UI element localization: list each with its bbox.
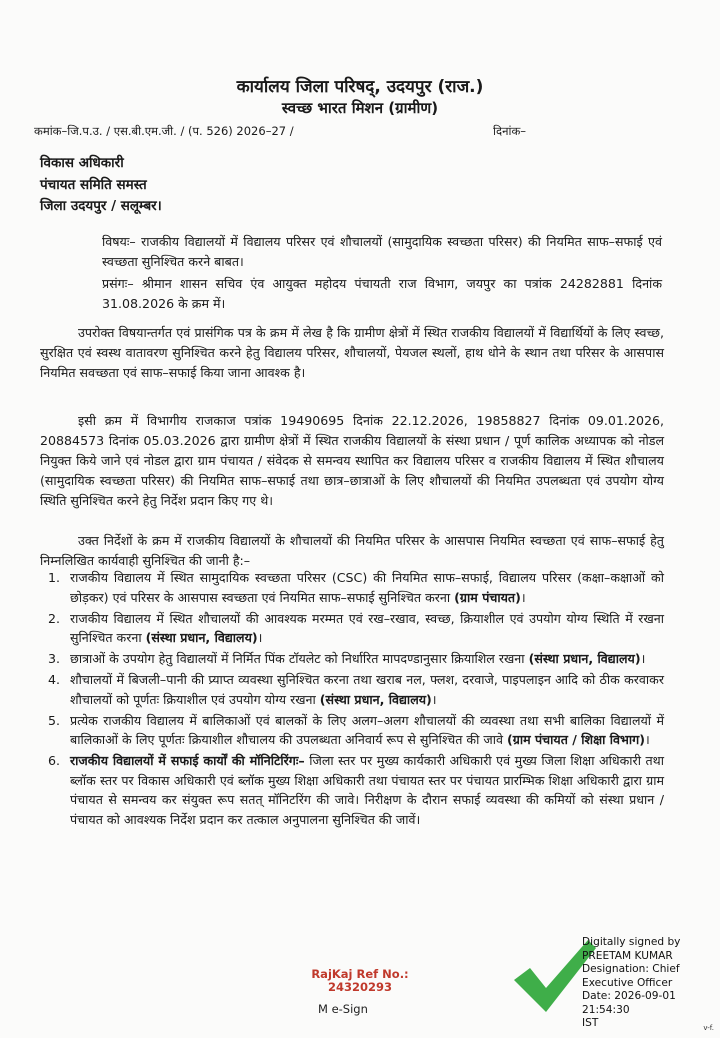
list-item: 4. शौचालयों में बिजली–पानी की प्र्याप्त व्यवस्था सुनिश्चित करना तथा खराब नल, फ्लश, दरवाजे, पाइपलाइन आदि को ठीक करवाकर शौचालयों को पूर्णतः क्रियाशील एवं उपयोग योग्य रखना (संस्था प्रधान, विद्यालय)। xyxy=(48,672,664,707)
digital-signature-block: Digitally signed by PREETAM KUMAR Designation: Chief Executive Officer Date: 2026-09-01 21:54:30 IST xyxy=(582,936,681,1029)
list-item: 2. राजकीय विद्यालय में स्थित शौचालयों की आवश्यक मरम्मत एवं रख–रखाव, स्वच्छ, क्रियाशील एवं उपयोग योग्य स्थिति में रखना सुनिश्चित करना (संस्था प्रधान, विद्यालय)। xyxy=(48,610,664,645)
reference-text: श्रीमान शासन सचिव एंव आयुक्त महोदय पंचायती राज विभाग, जयपुर का पत्रांक 24282881 दिनांक 31.08.2026 के क्रम में। xyxy=(102,276,662,311)
reference-label: प्रसंगः– xyxy=(102,276,134,291)
addressee-line: पंचायत समिति समस्त xyxy=(40,176,147,193)
corner-mark: v-f. xyxy=(703,1024,714,1032)
list-item: 1. राजकीय विद्यालय में स्थित सामुदायिक स्वच्छता परिसर (CSC) की नियमित साफ–सफाई, विद्यालय परिसर (कक्षा–कक्षाओं को छोड़कर) एवं परिसर के आसपास स्वच्छता एवं नियमित साफ–सफाई सुनिश्चित करना (ग्राम पंचायत)। xyxy=(48,570,664,605)
addressee-line: विकास अधिकारी xyxy=(40,155,124,171)
list-item: 3. छात्राओं के उपयोग हेतु विद्यालयों में निर्मित पिंक टॉयलेट को निर्धारित मापदण्डानुसार क्रियाशिल रखना (संस्था प्रधान, विद्यालय)। xyxy=(48,651,646,666)
rajkaj-reference xyxy=(300,968,420,994)
date-label: दिनांक– xyxy=(493,124,527,138)
list-item: 5. प्रत्येक राजकीय विद्यालय में बालिकाओं एवं बालकों के लिए अलग–अलग शौचालयों की व्यवस्था तथा सभी बालिका विद्यालयों में बालिकाओं के लिए पूर्णतः क्रियाशील शौचालय की उपलब्धता अनिवार्य रूप से सुनिश्चित की जावे (ग्राम पंचायत / शिक्षा विभाग)। xyxy=(48,712,664,747)
rajkaj-label: RajKaj Ref No.: xyxy=(311,967,409,981)
mission-heading: स्वच्छ भारत मिशन (ग्रामीण) xyxy=(281,99,439,117)
body-paragraph: उक्त निर्देशों के क्रम में राजकीय विद्यालयों के शौचालयों की नियमित परिसर के आसपास नियमित स्वच्छता एवं साफ–सफाई हेतु निम्नलिखित कार्यवाही सुनिश्चित की जानी है:– xyxy=(40,533,664,568)
subject-text: राजकीय विद्यालयों में विद्यालय परिसर एवं शौचालयों (सामुदायिक स्वच्छता परिसर) की नियमित साफ–सफाई एवं स्वच्छता सुनिश्चित करने बाबत। xyxy=(102,234,662,269)
rajkaj-number: 24320293 xyxy=(327,980,392,994)
reference-number: कमांक–जि.प.उ. / एस.बी.एम.जी. / (प. 526) 2026–27 / xyxy=(34,124,294,138)
action-list xyxy=(40,568,664,831)
subject-line xyxy=(102,232,662,272)
reference-line xyxy=(102,274,662,314)
esign-label: M e-Sign xyxy=(318,1002,368,1016)
addressee-line: जिला उदयपुर / सलूम्बर। xyxy=(40,198,162,214)
office-heading: कार्यालय जिला परिषद्, उदयपुर (राज.) xyxy=(236,77,484,97)
addressee-block xyxy=(40,153,162,218)
body-paragraph: उपरोक्त विषयान्तर्गत एवं प्रासंगिक पत्र के क्रम में लेख है कि ग्रामीण क्षेत्रों में स्थित राजकीय विद्यालयों में विद्यार्थियों के लिए स्वच्छ, सुरक्षित एवं स्वस्थ वातावरण सुनिश्चित करने हेतु विद्यालय परिसर, शौचालयों, पेयजल स्थलों, हाथ धोने के स्थान तथा परिसर के आसपास नियमित सवच्छता एवं साफ–सफाई किया जाना आवश्क है। xyxy=(40,325,664,380)
list-item: 6. राजकीय विद्यालयों में सफाई कार्यों की मॉनिटिरिंगः– जिला स्तर पर मुख्य कार्यकारी अधिकारी एवं मुख्य जिला शिक्षा अधिकारी तथा ब्लॉक स्तर पर विकास अधिकारी एवं ब्लॉक मुख्य शिक्षा अधिकारी तथा पंचायत स्तर पर पंचायत प्रारम्भिक शिक्षा अधिकारी द्वारा ग्राम पंचायत से समन्वय कर संयुक्त रूप सतत् मॉनिटरिंग की जावे। निरीक्षण के दौरान सफाई व्यवस्था की कमियों को संस्था प्रधान / पंचायत को आवश्यक निर्देश प्रदान कर तत्काल अनुपालना सुनिश्चित की जावें। xyxy=(48,753,664,827)
body-paragraph: इसी क्रम में विभागीय राजकाज पत्रांक 19490695 दिनांक 22.12.2026, 19858827 दिनांक 09.01.2026, 20884573 दिनांक 05.03.2026 द्वारा ग्रामीण क्षेत्रों में स्थित राजकीय विद्यालयों के संस्था प्रधान / पूर्ण कालिक अध्यापक को नोडल नियुक्त किये जाने एवं नोडल द्वारा ग्राम पंचायत / संवेदक से समन्वय स्थापित कर विद्यालय परिसर व राजकीय विद्यालय में स्थित शौचालय (सामुदायिक स्वच्छता परिसर) की नियमित साफ–सफाई तथा छात्र–छात्राओं के लिए शौचालयों की नियमित उपलब्धता एवं उपयोग योग्य स्थिति सुनिश्चित करने हेतु निर्देश प्रदान किए गए थे। xyxy=(40,413,664,508)
subject-label: विषयः– xyxy=(102,234,136,249)
